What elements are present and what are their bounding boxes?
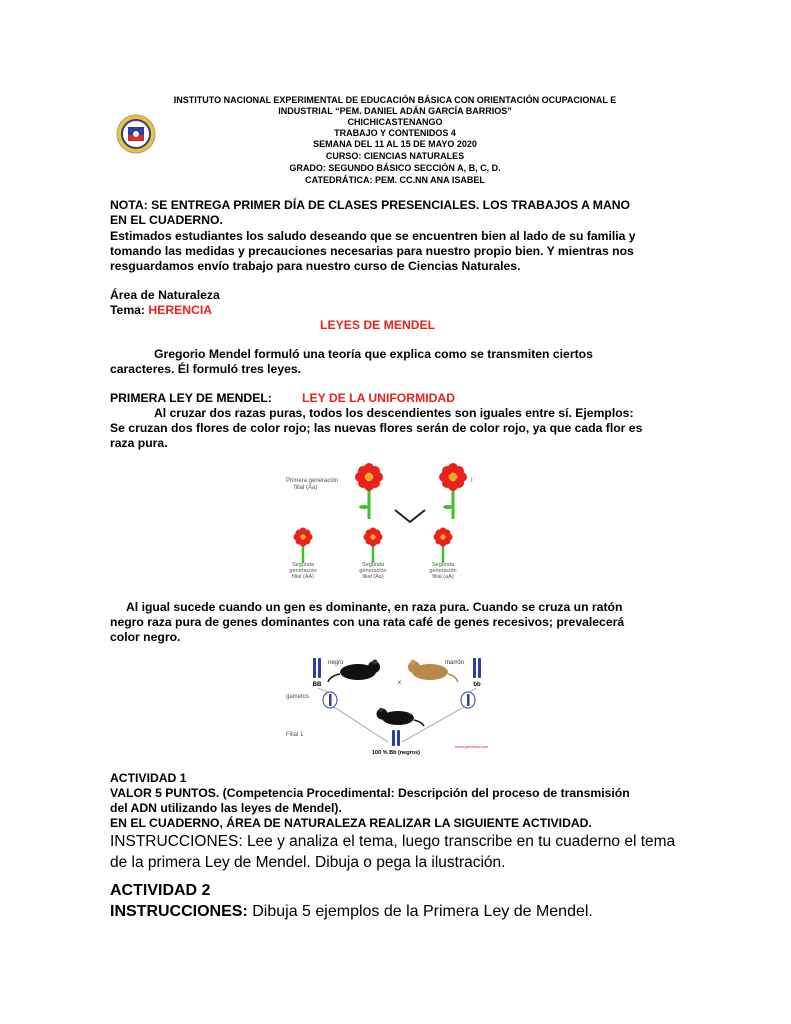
actividad-1-valor-1: VALOR 5 PUNTOS. (Competencia Procedimental: Descripción del proceso de transmisión [110,786,630,800]
gen2-label-2-b: generación [359,568,387,574]
igual-line-1: Al igual sucede cuando un gen es dominante, en raza pura. Cuando se cruza un ratón [126,600,623,614]
gen2-label-2-c: filial (Aa) [362,574,384,580]
mice-illustration [280,652,500,762]
header-line-4: TRABAJO Y CONTENIDOS 4 [334,128,456,138]
black-mouse-offspring [377,708,425,726]
header-line-7: GRADO: SEGUNDO BÁSICO SECCIÓN A, B, C, D. [289,163,501,173]
nota-line-2: EN EL CUADERNO. [110,213,223,227]
label-negro: negro [328,660,344,666]
label-BB: BB [312,682,322,688]
header-line-2: INDUSTRIAL “PEM. DANIEL ADÁN GARCÍA BARRIOS” [278,106,512,116]
page-title: LEYES DE MENDEL [320,318,436,332]
header-line-6: CURSO: CIENCIAS NATURALES [325,151,465,161]
flower-gen1-left [355,463,383,519]
actividad-1-cuaderno: EN EL CUADERNO, ÁREA DE NATURALEZA REALIZAR LA SIGUIENTE ACTIVIDAD. [110,816,592,830]
header-line-8: CATEDRÁTICA: PEM. CC.NN ANA ISABEL [305,175,485,185]
primera-ley-value: LEY DE LA UNIFORMIDAD [302,391,456,405]
label-result: 100 % Bb (negros) [372,750,420,756]
flower-gen2-1 [294,528,313,564]
gen1-label-1: Primera generación [286,478,339,484]
intro-line-1: Gregorio Mendel formuló una teoría que explica como se transmiten ciertos [154,347,593,361]
primera-ley-label: PRIMERA LEY DE MENDEL: [110,391,272,405]
actividad-2-instr-text: Dibuja 5 ejemplos de la Primera Ley de Mendel. [252,903,593,920]
chromosome-bb [473,658,481,678]
gen2-label-3-b: generación [429,568,457,574]
cross-chevron [395,510,425,522]
tema-value: HERENCIA [148,303,213,317]
actividad-2-title: ACTIVIDAD 2 [110,882,211,899]
actividad-1-title: ACTIVIDAD 1 [110,771,187,785]
actividad-2-instr [110,901,593,922]
saludo-line-1: Estimados estudiantes los saludo deseando que se encuentren bien al lado de su familia y [110,229,636,243]
actividad-1-instr-line-2: de la primera Ley de Mendel. Dibuja o pega la ilustración. [110,854,506,871]
actividad-1-instr-text: Lee y analiza el tema, luego transcribe en tu cuaderno el tema [246,833,676,850]
gen1-label-2: filial (Aa) [294,485,318,491]
gen1-label-right: I [471,478,473,484]
header-line-5: SEMANA DEL 11 AL 15 DE MAYO 2020 [313,139,477,149]
gen2-label-1-c: filial (AA) [291,574,315,580]
saludo-line-3: resguardamos envío trabajo para nuestro curso de Ciencias Naturales. [110,259,521,273]
igual-line-3: color negro. [110,630,181,644]
label-filial: Filial 1 [286,732,304,738]
gamete-right [461,692,475,708]
actividad-2-instr-label: INSTRUCCIONES: [110,903,253,920]
gen2-label-1-b: generación [289,568,317,574]
intro-line-2: caracteres. Él formuló tres leyes. [110,362,302,376]
label-gametos: gametos [286,694,310,700]
actividad-1-instr-line-1 [110,831,675,852]
label-site: www.genetica.com [455,744,489,749]
header-line-1: INSTITUTO NACIONAL EXPERIMENTAL DE EDUCACIÓN BÁSICA CON ORIENTACIÓN OCUPACIONAL E [173,95,617,105]
actividad-1-valor-2: del ADN utilizando las leyes de Mendel). [110,801,342,815]
label-x: x [398,680,401,686]
area-label: Área de Naturaleza [110,288,220,302]
header-line-3: CHICHICASTENANGO [347,117,443,127]
nota-line-1: NOTA: SE ENTREGA PRIMER DÍA DE CLASES PRESENCIALES. LOS TRABAJOS A MANO [110,198,631,212]
igual-line-2: negro raza pura de genes dominantes con una rata café de genes recesivos; prevalecerá [110,615,625,629]
primera-line-3: raza pura. [110,436,168,450]
saludo-line-2: tomando las medidas y precauciones necesarias para nuestro propio bien. Y mientras nos [110,244,634,258]
label-bb: bb [473,682,481,688]
chromosome-BB [313,658,321,678]
label-marron: marrón [445,660,465,666]
gen2-label-2-a: Segunda [361,562,385,568]
flower-gen2-3 [434,528,453,564]
tema-line [110,303,212,318]
gamete-left [323,692,337,708]
primera-line-1: Al cruzar dos razas puras, todos los descendientes son iguales entre sí. Ejemplos: [154,406,634,420]
flowers-illustration [280,462,500,582]
flower-gen2-2 [364,528,383,564]
tema-label: Tema: [110,303,149,317]
gen2-label-1-a: Segunda [291,562,315,568]
gen2-label-3-c: filial (aA) [432,574,454,580]
chromosome-Bb [392,730,400,746]
flower-gen1-right [439,463,467,519]
primera-line-2: Se cruzan dos flores de color rojo; las nuevas flores serán de color rojo, ya que cada flor es [110,421,643,435]
gen2-label-3-a: Segunda [431,562,455,568]
actividad-1-instr-label: INSTRUCCIONES: [110,833,247,850]
